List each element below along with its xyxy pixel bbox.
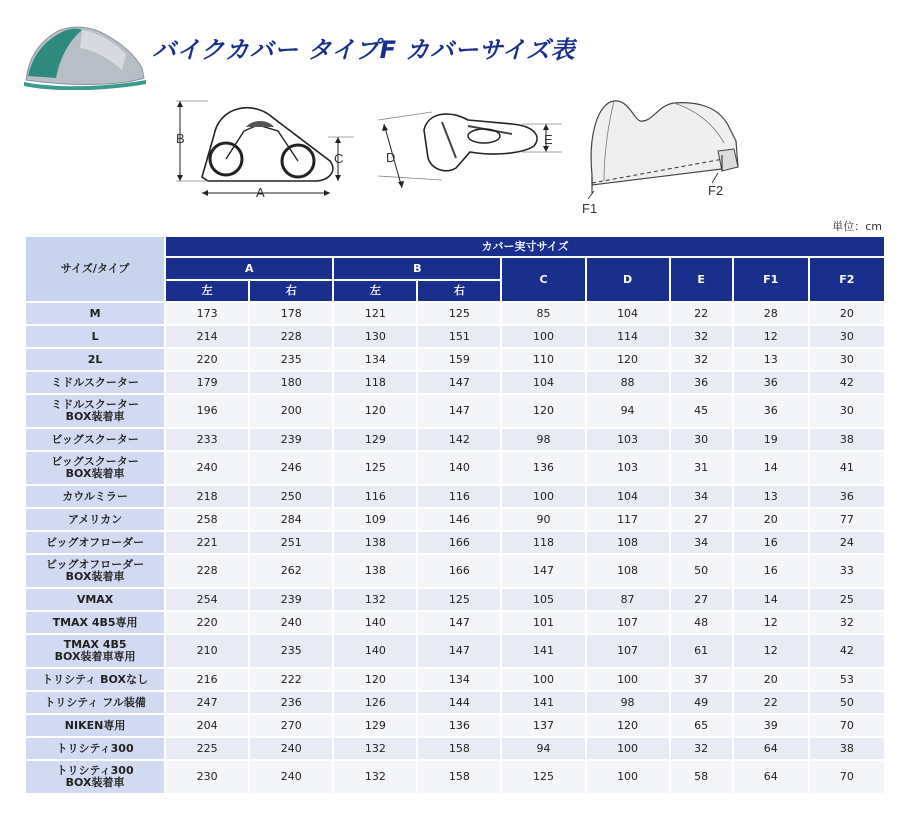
- header-a-left: 左: [166, 281, 248, 301]
- header-col-d: D: [587, 258, 669, 301]
- table-cell: 45: [671, 395, 732, 427]
- row-label-line1: TMAX 4B5: [63, 638, 127, 651]
- table-cell: 141: [502, 635, 584, 667]
- table-cell: 58: [671, 761, 732, 793]
- header-col-a: A: [166, 258, 332, 279]
- table-cell: 94: [502, 738, 584, 759]
- table-row: [26, 738, 884, 759]
- size-table: [24, 235, 886, 795]
- table-row: [26, 555, 884, 587]
- table-row: [26, 589, 884, 610]
- row-label-line1: TMAX 4B5専用: [52, 615, 138, 629]
- table-cell: 32: [671, 349, 732, 370]
- table-cell: 36: [671, 372, 732, 393]
- header-col-c: C: [502, 258, 584, 301]
- table-cell: 101: [502, 612, 584, 633]
- table-cell: 221: [166, 532, 248, 553]
- table-cell: 158: [418, 761, 500, 793]
- size-table-body: [26, 303, 884, 793]
- table-cell: 12: [734, 612, 808, 633]
- row-label: [26, 589, 164, 610]
- table-cell: 225: [166, 738, 248, 759]
- table-cell: 178: [250, 303, 332, 324]
- table-cell: 235: [250, 349, 332, 370]
- table-cell: 100: [587, 738, 669, 759]
- table-cell: 32: [671, 738, 732, 759]
- table-cell: 142: [418, 429, 500, 450]
- table-cell: 240: [250, 612, 332, 633]
- table-cell: 247: [166, 692, 248, 713]
- row-label: [26, 715, 164, 736]
- table-cell: 140: [418, 452, 500, 484]
- row-label: [26, 738, 164, 759]
- table-cell: 130: [334, 326, 416, 347]
- table-row: [26, 486, 884, 507]
- table-cell: 100: [502, 326, 584, 347]
- table-row: [26, 395, 884, 427]
- table-cell: 138: [334, 555, 416, 587]
- table-cell: 16: [734, 532, 808, 553]
- page-title: バイクカバー タイプF カバーサイズ表: [152, 36, 576, 64]
- header-b-right: 右: [418, 281, 500, 301]
- table-cell: 173: [166, 303, 248, 324]
- table-cell: 134: [418, 669, 500, 690]
- table-cell: 98: [502, 429, 584, 450]
- row-label: [26, 761, 164, 793]
- unit-label: 単位：cm: [832, 220, 882, 233]
- table-cell: 126: [334, 692, 416, 713]
- table-cell: 13: [734, 486, 808, 507]
- table-cell: 254: [166, 589, 248, 610]
- table-cell: 284: [250, 509, 332, 530]
- table-cell: 70: [810, 715, 884, 736]
- row-label-line1: カウルミラー: [62, 489, 128, 503]
- table-cell: 218: [166, 486, 248, 507]
- table-cell: 138: [334, 532, 416, 553]
- table-cell: 12: [734, 326, 808, 347]
- table-cell: 39: [734, 715, 808, 736]
- row-label-line1: M: [89, 306, 101, 320]
- table-cell: 137: [502, 715, 584, 736]
- table-cell: 14: [734, 589, 808, 610]
- label-d: D: [386, 150, 396, 165]
- table-cell: 136: [418, 715, 500, 736]
- row-label-line1: ビッグスクーター: [51, 455, 139, 468]
- row-label-line2: BOX装着車: [65, 467, 125, 480]
- table-cell: 30: [810, 326, 884, 347]
- bike-cover-product-image: [22, 18, 148, 90]
- table-cell: 179: [166, 372, 248, 393]
- table-cell: 32: [810, 612, 884, 633]
- table-cell: 25: [810, 589, 884, 610]
- table-cell: 240: [250, 738, 332, 759]
- header-col-e: E: [671, 258, 732, 301]
- header-col-f2: F2: [810, 258, 884, 301]
- table-cell: 36: [810, 486, 884, 507]
- table-cell: 136: [502, 452, 584, 484]
- table-cell: 33: [810, 555, 884, 587]
- table-cell: 37: [671, 669, 732, 690]
- row-label: [26, 669, 164, 690]
- table-row: [26, 349, 884, 370]
- table-cell: 114: [587, 326, 669, 347]
- table-cell: 38: [810, 738, 884, 759]
- table-cell: 70: [810, 761, 884, 793]
- row-label: [26, 395, 164, 427]
- table-cell: 107: [587, 612, 669, 633]
- table-cell: 87: [587, 589, 669, 610]
- header-col-b: B: [334, 258, 500, 279]
- table-cell: 140: [334, 635, 416, 667]
- table-cell: 230: [166, 761, 248, 793]
- table-cell: 34: [671, 532, 732, 553]
- label-a: A: [256, 185, 265, 200]
- table-cell: 240: [250, 761, 332, 793]
- table-cell: 228: [166, 555, 248, 587]
- table-row: [26, 635, 884, 667]
- table-cell: 22: [671, 303, 732, 324]
- table-cell: 216: [166, 669, 248, 690]
- table-cell: 120: [502, 395, 584, 427]
- table-cell: 105: [502, 589, 584, 610]
- table-cell: 240: [166, 452, 248, 484]
- row-label-line1: トリシティ300: [56, 764, 134, 777]
- table-cell: 262: [250, 555, 332, 587]
- table-cell: 147: [418, 635, 500, 667]
- header-b-left: 左: [334, 281, 416, 301]
- table-cell: 180: [250, 372, 332, 393]
- table-cell: 132: [334, 738, 416, 759]
- table-cell: 64: [734, 761, 808, 793]
- row-label-line2: BOX装着車: [65, 776, 125, 789]
- table-cell: 129: [334, 715, 416, 736]
- table-cell: 104: [502, 372, 584, 393]
- table-cell: 144: [418, 692, 500, 713]
- header-cover-size: カバー実寸サイズ: [166, 237, 884, 256]
- table-cell: 258: [166, 509, 248, 530]
- table-cell: 129: [334, 429, 416, 450]
- table-cell: 50: [671, 555, 732, 587]
- table-cell: 200: [250, 395, 332, 427]
- table-row: [26, 669, 884, 690]
- row-label: [26, 692, 164, 713]
- table-cell: 48: [671, 612, 732, 633]
- row-label-line1: ビッグオフローダー: [45, 535, 145, 549]
- table-row: [26, 452, 884, 484]
- table-cell: 19: [734, 429, 808, 450]
- row-label: [26, 349, 164, 370]
- table-row: [26, 303, 884, 324]
- table-cell: 104: [587, 303, 669, 324]
- table-cell: 42: [810, 635, 884, 667]
- row-label: [26, 555, 164, 587]
- table-cell: 140: [334, 612, 416, 633]
- dimension-diagram-side: [168, 95, 358, 205]
- row-label: [26, 326, 164, 347]
- table-cell: 141: [502, 692, 584, 713]
- table-cell: 30: [671, 429, 732, 450]
- table-cell: 13: [734, 349, 808, 370]
- table-cell: 27: [671, 589, 732, 610]
- row-label: [26, 635, 164, 667]
- row-label-line1: L: [91, 329, 99, 343]
- label-c: C: [334, 151, 344, 166]
- row-label-line1: ミドルスクーター: [51, 398, 139, 411]
- table-cell: 24: [810, 532, 884, 553]
- table-cell: 30: [810, 395, 884, 427]
- table-cell: 147: [502, 555, 584, 587]
- table-cell: 214: [166, 326, 248, 347]
- table-cell: 132: [334, 761, 416, 793]
- table-cell: 251: [250, 532, 332, 553]
- table-cell: 220: [166, 612, 248, 633]
- table-cell: 16: [734, 555, 808, 587]
- table-cell: 235: [250, 635, 332, 667]
- table-cell: 38: [810, 429, 884, 450]
- table-row: [26, 326, 884, 347]
- table-cell: 210: [166, 635, 248, 667]
- table-cell: 204: [166, 715, 248, 736]
- table-cell: 100: [502, 669, 584, 690]
- table-cell: 32: [671, 326, 732, 347]
- row-label-line1: トリシティ フル装備: [44, 695, 146, 709]
- table-cell: 220: [166, 349, 248, 370]
- label-f1: F1: [582, 201, 598, 216]
- table-row: [26, 761, 884, 793]
- table-cell: 125: [418, 303, 500, 324]
- table-cell: 20: [734, 669, 808, 690]
- table-cell: 90: [502, 509, 584, 530]
- table-cell: 30: [810, 349, 884, 370]
- table-cell: 146: [418, 509, 500, 530]
- table-cell: 166: [418, 555, 500, 587]
- label-b: B: [176, 131, 185, 146]
- table-cell: 121: [334, 303, 416, 324]
- table-row: [26, 532, 884, 553]
- table-cell: 147: [418, 395, 500, 427]
- table-cell: 125: [418, 589, 500, 610]
- row-label: [26, 509, 164, 530]
- table-cell: 27: [671, 509, 732, 530]
- table-cell: 28: [734, 303, 808, 324]
- row-label-line1: アメリカン: [67, 512, 123, 526]
- row-label-line1: トリシティ300: [56, 741, 134, 755]
- table-cell: 151: [418, 326, 500, 347]
- table-cell: 100: [587, 669, 669, 690]
- table-cell: 85: [502, 303, 584, 324]
- table-row: [26, 692, 884, 713]
- dimension-diagram-rear: [578, 95, 758, 223]
- row-label: [26, 429, 164, 450]
- row-label: [26, 372, 164, 393]
- table-cell: 77: [810, 509, 884, 530]
- table-cell: 22: [734, 692, 808, 713]
- table-cell: 98: [587, 692, 669, 713]
- table-cell: 88: [587, 372, 669, 393]
- table-cell: 159: [418, 349, 500, 370]
- table-cell: 34: [671, 486, 732, 507]
- row-label-line1: 2L: [87, 352, 103, 366]
- table-cell: 12: [734, 635, 808, 667]
- table-cell: 36: [734, 372, 808, 393]
- table-cell: 103: [587, 452, 669, 484]
- table-cell: 118: [334, 372, 416, 393]
- table-cell: 64: [734, 738, 808, 759]
- table-cell: 120: [334, 395, 416, 427]
- table-cell: 31: [671, 452, 732, 484]
- table-cell: 104: [587, 486, 669, 507]
- header-a-right: 右: [250, 281, 332, 301]
- table-cell: 42: [810, 372, 884, 393]
- table-cell: 228: [250, 326, 332, 347]
- table-cell: 65: [671, 715, 732, 736]
- header-size-type: サイズ/タイプ: [26, 237, 164, 301]
- table-cell: 147: [418, 612, 500, 633]
- table-cell: 158: [418, 738, 500, 759]
- table-cell: 20: [734, 509, 808, 530]
- table-cell: 14: [734, 452, 808, 484]
- table-cell: 120: [587, 349, 669, 370]
- table-cell: 53: [810, 669, 884, 690]
- label-e: E: [544, 132, 553, 147]
- table-cell: 116: [334, 486, 416, 507]
- table-cell: 233: [166, 429, 248, 450]
- table-cell: 166: [418, 532, 500, 553]
- row-label-line1: ビッグオフローダー: [45, 558, 145, 571]
- row-label: [26, 486, 164, 507]
- dimension-diagram-top: [372, 100, 572, 195]
- table-row: [26, 612, 884, 633]
- table-cell: 41: [810, 452, 884, 484]
- row-label: [26, 452, 164, 484]
- row-label-line1: NIKEN専用: [64, 718, 126, 732]
- table-row: [26, 372, 884, 393]
- table-cell: 61: [671, 635, 732, 667]
- label-f2: F2: [708, 183, 724, 198]
- table-cell: 100: [502, 486, 584, 507]
- table-cell: 117: [587, 509, 669, 530]
- row-label: [26, 612, 164, 633]
- table-cell: 239: [250, 429, 332, 450]
- row-label-line2: BOX装着車: [65, 410, 125, 423]
- table-cell: 20: [810, 303, 884, 324]
- table-cell: 222: [250, 669, 332, 690]
- table-cell: 109: [334, 509, 416, 530]
- table-cell: 49: [671, 692, 732, 713]
- table-row: [26, 429, 884, 450]
- table-cell: 196: [166, 395, 248, 427]
- table-cell: 100: [587, 761, 669, 793]
- table-row: [26, 715, 884, 736]
- table-cell: 107: [587, 635, 669, 667]
- table-cell: 270: [250, 715, 332, 736]
- table-row: [26, 509, 884, 530]
- table-cell: 116: [418, 486, 500, 507]
- table-cell: 118: [502, 532, 584, 553]
- table-cell: 50: [810, 692, 884, 713]
- row-label-line1: VMAX: [76, 592, 114, 606]
- row-label-line1: トリシティ BOXなし: [42, 672, 148, 686]
- table-cell: 246: [250, 452, 332, 484]
- row-label-line2: BOX装着車: [65, 570, 125, 583]
- table-cell: 103: [587, 429, 669, 450]
- row-label-line2: BOX装着車専用: [54, 650, 136, 663]
- table-cell: 108: [587, 555, 669, 587]
- row-label: [26, 303, 164, 324]
- header-col-f1: F1: [734, 258, 808, 301]
- table-cell: 120: [334, 669, 416, 690]
- row-label: [26, 532, 164, 553]
- table-cell: 120: [587, 715, 669, 736]
- table-cell: 36: [734, 395, 808, 427]
- table-cell: 108: [587, 532, 669, 553]
- table-cell: 94: [587, 395, 669, 427]
- table-cell: 134: [334, 349, 416, 370]
- row-label-line1: ビッグスクーター: [51, 432, 139, 446]
- table-cell: 132: [334, 589, 416, 610]
- table-cell: 250: [250, 486, 332, 507]
- row-label-line1: ミドルスクーター: [51, 375, 139, 389]
- table-cell: 110: [502, 349, 584, 370]
- table-cell: 236: [250, 692, 332, 713]
- table-cell: 125: [334, 452, 416, 484]
- table-cell: 239: [250, 589, 332, 610]
- table-cell: 125: [502, 761, 584, 793]
- table-cell: 147: [418, 372, 500, 393]
- page-header: [0, 0, 908, 95]
